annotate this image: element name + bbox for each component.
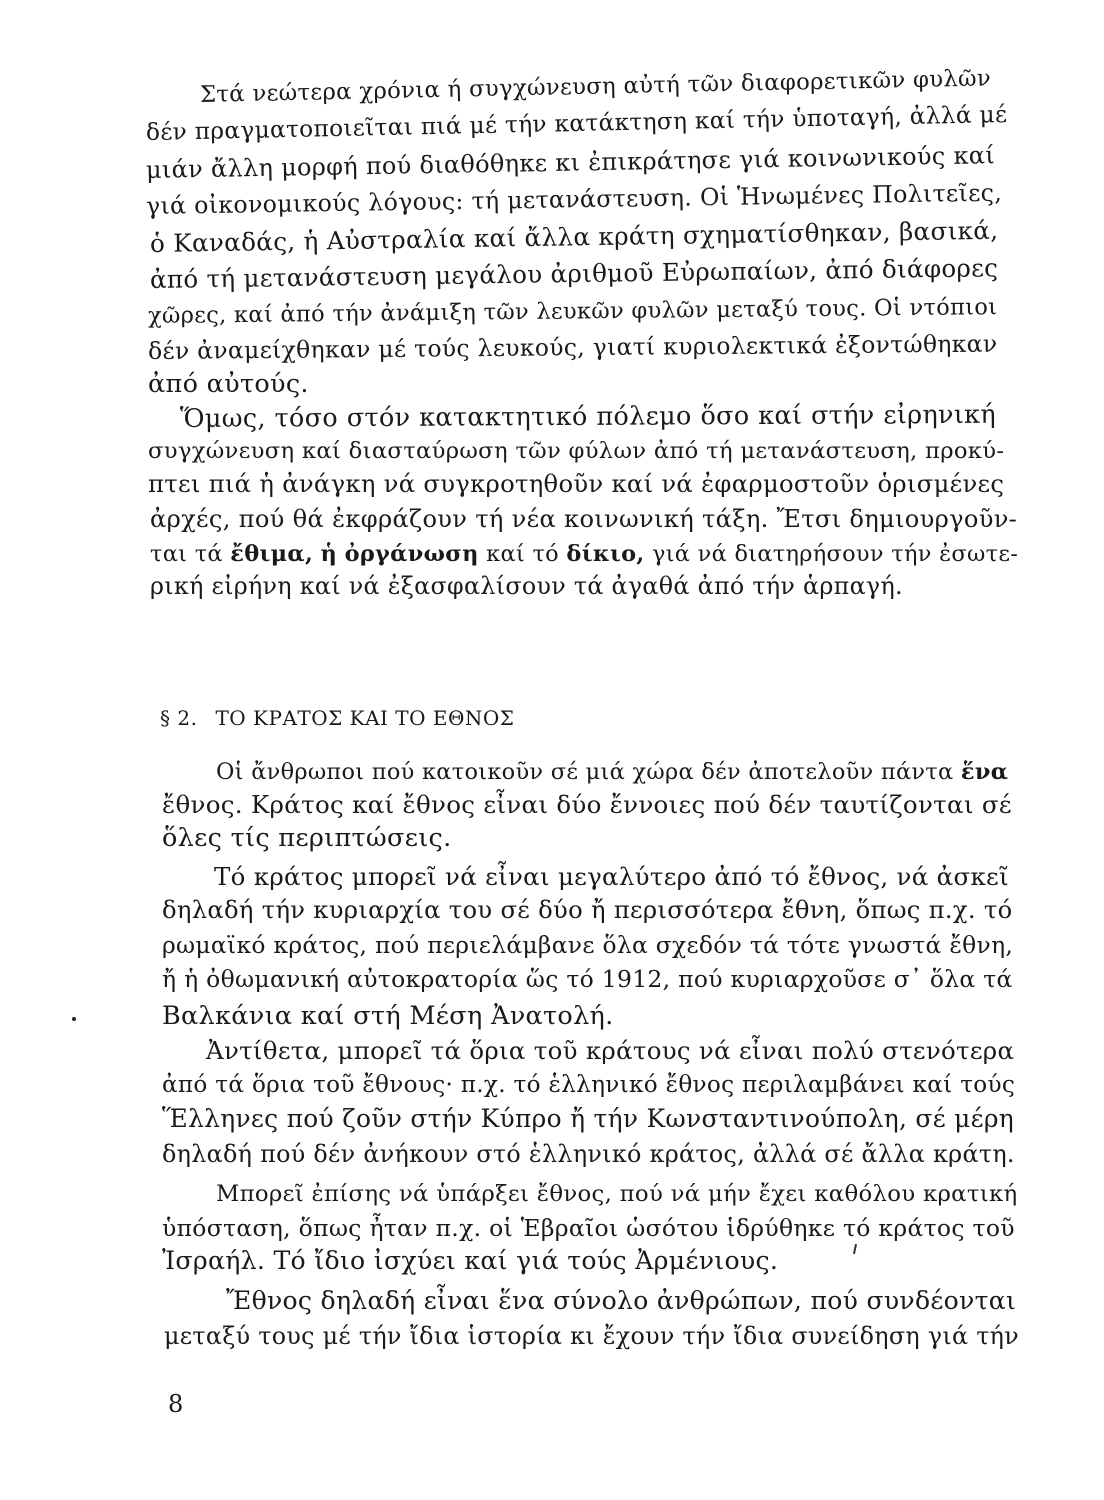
bold-term-organization: ὀργάνωση	[344, 541, 479, 567]
text-line: ἀπό τά ὅρια τοῦ ἔθνους· π.χ. τό ἑλληνικό ἔθνος περιλαμβάνει καί τούς	[162, 1072, 1016, 1098]
section-heading	[160, 706, 514, 730]
text-line: Ἀντίθετα, μπορεῖ τά ὅρια τοῦ κράτους νά εἶναι πολύ στενότερα	[206, 1036, 1015, 1065]
text-line: ρική εἰρήνη καί νά ἐξασφαλίσουν τά ἀγαθά ἀπό τήν ἁρπαγή.	[150, 572, 903, 600]
text-line: Βαλκάνια καί στή Μέση Ἀνατολή.	[162, 1001, 614, 1031]
text-line: πτει πιά ἡ ἀνάγκη νά συγκροτηθοῦν καί νά ἐφαρμοστοῦν ὁρισμένες	[148, 469, 1005, 498]
text-line: ἀρχές, πού θά ἐκφράζουν τή νέα κοινωνική τάξη. Ἔτσι δημιουργοῦν-	[150, 505, 1018, 533]
text-span: γιά νά διατηρήσουν τήν ἐσωτε-	[651, 541, 1019, 567]
text-line: Ἰσραήλ. Τό ἴδιο ἰσχύει καί γιά τούς Ἀρμένιους.	[162, 1246, 779, 1275]
text-line: Στά νεώτερα χρόνια ή συγχώνευση αὐτή τῶν διαφορετικῶν φυλῶν	[199, 65, 992, 108]
text-span: ται τά	[150, 541, 223, 567]
text-line: μιάν ἄλλη μορφή πού διαθόθηκε κι ἐπικράτησε γιά κοινωνικούς καί	[145, 141, 996, 184]
text-line: δηλαδή πού δέν ἀνήκουν στό ἑλληνικό κράτος, ἀλλά σέ ἄλλα κράτη.	[162, 1140, 1015, 1168]
bold-term-customs: ἔθιμα,	[230, 541, 314, 567]
text-line: ἀπό αὐτούς.	[148, 369, 309, 399]
text-line: ὑπόσταση, ὅπως ἦταν π.χ. οἱ Ἑβραῖοι ὡσότου ἱδρύθηκε τό κράτος τοῦ	[162, 1214, 1015, 1242]
page-number: 8	[168, 1390, 184, 1418]
text-line: Ἔθνος δηλαδή εἶναι ἕνα σύνολο ἀνθρώπων, πού συνδέονται	[226, 1286, 1017, 1315]
scan-speck	[72, 1017, 76, 1021]
text-line: δηλαδή τήν κυριαρχία του σέ δύο ἤ περισσότερα ἔθνη, ὅπως π.χ. τό	[162, 895, 1013, 924]
text-line: χῶρες, καί ἀπό τήν ἀνάμιξη τῶν λευκῶν φυλῶν μεταξύ τους. Οἱ ντόπιοι	[147, 294, 998, 329]
text-line: δέν πραγματοποιεῖται πιά μέ τήν κατάκτηση καί τήν ὑποταγή, ἀλλά μέ	[145, 100, 1008, 146]
text-line: Ἕλληνες πού ζοῦν στήν Κύπρο ἤ τήν Κωνσταντινούπολη, σέ μέρη	[162, 1104, 1015, 1133]
text-line: Τό κράτος μπορεῖ νά εἶναι μεγαλύτερο ἀπό τό ἔθνος, νά ἀσκεῖ	[214, 862, 1009, 891]
text-line: συγχώνευση καί διασταύρωση τῶν φύλων ἀπό τή μετανάστευση, προκύ-	[148, 438, 1005, 464]
text-line-with-bold-term	[216, 756, 1008, 788]
text-line: ἀπό τή μετανάστευση μεγάλου ἀριθμοῦ Εὐρωπαίων, ἀπό διάφορες	[149, 253, 999, 294]
text-line: ὅλες τίς περιπτώσεις.	[162, 823, 452, 853]
text-line: γιά οἰκονομικούς λόγους: τή μετανάστευση. Οἱ Ἡνωμένες Πολιτεῖες,	[145, 178, 1003, 220]
text-line: ἤ ἡ ὀθωμανική αὐτοκρατορία ὥς τό 1912, πού κυριαρχοῦσε σ᾽ ὅλα τά	[162, 965, 1013, 993]
text-line: Μπορεῖ ἐπίσης νά ὑπάρξει ἔθνος, πού νά μήν ἔχει καθόλου κρατική	[216, 1181, 1018, 1207]
text-span: καί τό	[486, 541, 559, 567]
text-line: ἔθνος. Κράτος καί ἔθνος εἶναι δύο ἔννοιες πού δέν ταυτίζονται σέ	[162, 790, 1012, 819]
text-line-with-bold-terms	[150, 538, 1018, 570]
text-line: μεταξύ τους μέ τήν ἴδια ἱστορία κι ἔχουν τήν ἴδια συνείδηση γιά τήν	[164, 1322, 1019, 1350]
text-line: ρωμαϊκό κράτος, πού περιελάμβανε ὅλα σχεδόν τά τότε γνωστά ἔθνη,	[162, 931, 1014, 959]
text-span: ἡ	[320, 541, 338, 567]
section-symbol: § 2.	[160, 706, 198, 730]
section-title: ΤΟ ΚΡΑΤΟΣ ΚΑΙ ΤΟ ΕΘΝΟΣ	[215, 706, 515, 730]
text-line: Ὅμως, τόσο στόν κατακτητικό πόλεμο ὅσο καί στήν εἰρηνική	[179, 399, 997, 434]
text-span: Οἱ ἄνθρωποι πού κατοικοῦν σέ μιά χώρα δέν ἀποτελοῦν πάντα	[216, 759, 954, 785]
bold-term-one: ἕνα	[960, 759, 1009, 785]
scan-mark	[853, 1244, 857, 1254]
text-line: ὁ Καναδάς, ἡ Αὐστραλία καί ἄλλα κράτη σχηματίσθηκαν, βασικά,	[149, 215, 999, 258]
text-line: δέν ἀναμείχθηκαν μέ τούς λευκούς, γιατί κυριολεκτικά ἐξοντώθηκαν	[147, 329, 998, 365]
bold-term-justice: δίκιο,	[566, 541, 645, 567]
